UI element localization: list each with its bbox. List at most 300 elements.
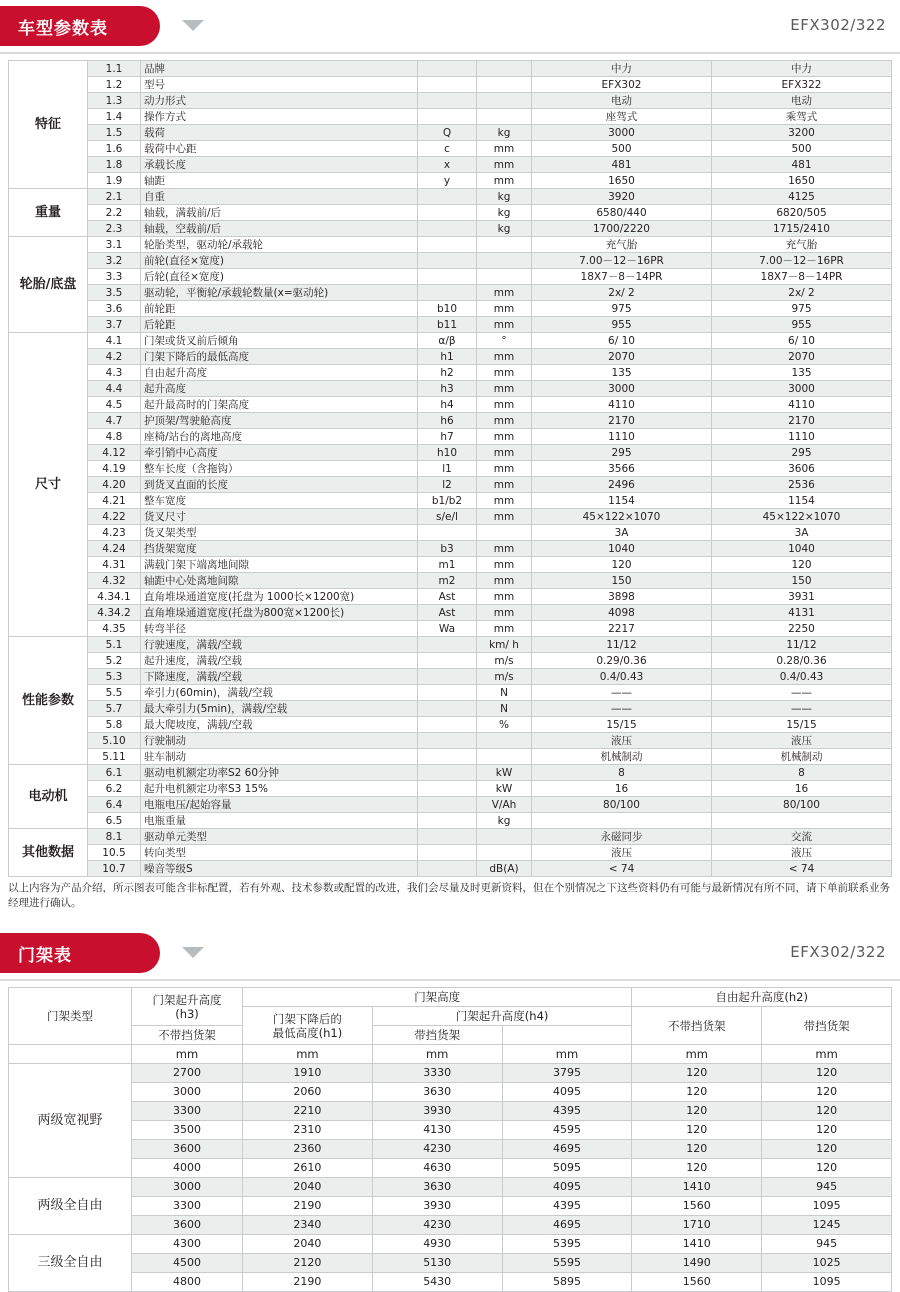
spec-row-unit: mm	[477, 397, 532, 413]
spec-row-symbol	[418, 749, 477, 765]
spec-row-description: 起升电机额定功率S3 15%	[141, 781, 418, 797]
spec-value-col2: 乘驾式	[712, 109, 892, 125]
table-row	[9, 861, 892, 877]
spec-value-col2: 交流	[712, 829, 892, 845]
spec-row-symbol: b11	[418, 317, 477, 333]
banner-divider	[0, 979, 900, 981]
spec-row-unit	[477, 525, 532, 541]
spec-row-unit: V/Ah	[477, 797, 532, 813]
spec-row-description: 整车长度（含拖钩）	[141, 461, 418, 477]
spec-row-description: 前轮(直径×宽度)	[141, 253, 418, 269]
spec-value-col1: 18X7－8－14PR	[532, 269, 712, 285]
mast-unit-h2a: mm	[632, 1045, 762, 1064]
spec-row-description: 起升最高时的门架高度	[141, 397, 418, 413]
spec-value-col1: 481	[532, 157, 712, 173]
spec-row-number: 4.31	[88, 557, 141, 573]
spec-value-col1: 3898	[532, 589, 712, 605]
spec-row-description: 电瓶电压/起始容量	[141, 797, 418, 813]
spec-value-col2: 15/15	[712, 717, 892, 733]
table-row	[9, 413, 892, 429]
mast-cell-h2-no-rack: 1410	[632, 1178, 762, 1197]
spec-row-unit: %	[477, 717, 532, 733]
mast-cell-h4-no-rack: 5130	[372, 1254, 502, 1273]
spec-row-number: 3.1	[88, 237, 141, 253]
spec-row-description: 护顶架/驾驶舱高度	[141, 413, 418, 429]
spec-row-symbol: l1	[418, 461, 477, 477]
spec-row-description: 前轮距	[141, 301, 418, 317]
spec-row-unit: mm	[477, 429, 532, 445]
mast-cell-h2-rack: 120	[762, 1102, 892, 1121]
mast-cell-h3: 3000	[132, 1178, 243, 1197]
spec-row-symbol	[418, 845, 477, 861]
table-row	[9, 797, 892, 813]
mast-cell-h2-no-rack: 120	[632, 1064, 762, 1083]
table-row	[9, 365, 892, 381]
spec-row-description: 驱动电机额定功率S2 60分钟	[141, 765, 418, 781]
spec-row-number: 10.7	[88, 861, 141, 877]
spec-value-col1: 1154	[532, 493, 712, 509]
spec-row-unit: mm	[477, 573, 532, 589]
spec-row-unit: mm	[477, 365, 532, 381]
mast-cell-h4-rack: 4695	[502, 1140, 632, 1159]
spec-row-description: 货叉架类型	[141, 525, 418, 541]
table-row	[9, 1197, 892, 1216]
mast-cell-h2-rack: 120	[762, 1083, 892, 1102]
spec-value-col1: 1650	[532, 173, 712, 189]
spec-row-symbol	[418, 221, 477, 237]
table-row	[9, 621, 892, 637]
spec-row-unit: mm	[477, 493, 532, 509]
mast-header-h2-group: 自由起升高度(h2)	[632, 988, 892, 1007]
spec-row-description: 最大爬坡度，满载/空载	[141, 717, 418, 733]
spec-row-number: 2.2	[88, 205, 141, 221]
spec-value-col1: 295	[532, 445, 712, 461]
spec-row-symbol	[418, 205, 477, 221]
spec-value-col2: 135	[712, 365, 892, 381]
spec-value-col1: 3566	[532, 461, 712, 477]
table-row	[9, 381, 892, 397]
spec-row-symbol: m1	[418, 557, 477, 573]
spec-row-symbol	[418, 653, 477, 669]
mast-header-h3-label: 门架起升高度	[152, 992, 222, 1007]
table-row	[9, 157, 892, 173]
spec-row-description: 轮胎类型，驱动轮/承载轮	[141, 237, 418, 253]
mast-group-label: 三级全自由	[9, 1235, 132, 1292]
chevron-down-icon	[182, 947, 204, 958]
spec-value-col2: 500	[712, 141, 892, 157]
spec-value-col2: 液压	[712, 733, 892, 749]
table-row	[9, 637, 892, 653]
spec-row-unit: kW	[477, 781, 532, 797]
spec-row-description: 轴距	[141, 173, 418, 189]
spec-row-description: 满载门架下端离地间隙	[141, 557, 418, 573]
mast-cell-h1: 1910	[243, 1064, 373, 1083]
spec-value-col2: 80/100	[712, 797, 892, 813]
spec-row-number: 4.4	[88, 381, 141, 397]
spec-row-description: 承载长度	[141, 157, 418, 173]
spec-row-number: 3.7	[88, 317, 141, 333]
spec-row-number: 2.1	[88, 189, 141, 205]
spec-row-number: 3.6	[88, 301, 141, 317]
mast-cell-h2-no-rack: 120	[632, 1140, 762, 1159]
table-row	[9, 557, 892, 573]
spec-row-number: 5.8	[88, 717, 141, 733]
spec-value-col1: 机械制动	[532, 749, 712, 765]
spec-value-col2: 1110	[712, 429, 892, 445]
spec-row-description: 行驶速度，满载/空载	[141, 637, 418, 653]
spec-row-description: 最大牵引力(5min)，满载/空载	[141, 701, 418, 717]
table-row	[9, 781, 892, 797]
spec-row-number: 4.20	[88, 477, 141, 493]
mast-cell-h4-no-rack: 3630	[372, 1083, 502, 1102]
spec-row-unit: dB(A)	[477, 861, 532, 877]
spec-row-symbol: Q	[418, 125, 477, 141]
spec-row-description: 电瓶重量	[141, 813, 418, 829]
spec-value-col2: 1650	[712, 173, 892, 189]
chevron-down-icon	[182, 20, 204, 31]
spec-value-col2: 11/12	[712, 637, 892, 653]
spec-row-unit: kg	[477, 813, 532, 829]
table-row	[9, 269, 892, 285]
spec-row-symbol: s/e/l	[418, 509, 477, 525]
spec-value-col1: 中力	[532, 61, 712, 77]
spec-value-col1: 6580/440	[532, 205, 712, 221]
mast-cell-h4-rack: 4395	[502, 1102, 632, 1121]
mast-cell-h4-rack: 4695	[502, 1216, 632, 1235]
spec-row-description: 行驶制动	[141, 733, 418, 749]
spec-value-col1: 11/12	[532, 637, 712, 653]
spec-row-unit: mm	[477, 621, 532, 637]
table-row	[9, 1216, 892, 1235]
table-row	[9, 749, 892, 765]
spec-row-number: 8.1	[88, 829, 141, 845]
spec-row-symbol	[418, 701, 477, 717]
spec-value-col2: 2170	[712, 413, 892, 429]
spec-row-symbol	[418, 237, 477, 253]
spec-group-label: 重量	[9, 189, 88, 237]
spec-row-symbol: l2	[418, 477, 477, 493]
spec-row-unit: mm	[477, 557, 532, 573]
mast-section-banner	[0, 933, 900, 981]
spec-row-symbol	[418, 269, 477, 285]
spec-row-number: 1.3	[88, 93, 141, 109]
spec-row-unit: mm	[477, 509, 532, 525]
spec-row-symbol	[418, 77, 477, 93]
table-row	[9, 333, 892, 349]
mast-cell-h4-rack: 5095	[502, 1159, 632, 1178]
spec-row-description: 自重	[141, 189, 418, 205]
spec-value-col1: 3000	[532, 125, 712, 141]
spec-row-symbol	[418, 637, 477, 653]
spec-value-col1: 975	[532, 301, 712, 317]
spec-value-col1: 3000	[532, 381, 712, 397]
spec-value-col2: 4110	[712, 397, 892, 413]
spec-row-unit	[477, 733, 532, 749]
spec-row-unit: mm	[477, 461, 532, 477]
spec-value-col1: 0.29/0.36	[532, 653, 712, 669]
spec-row-description: 门架或货叉前后倾角	[141, 333, 418, 349]
mast-cell-h4-no-rack: 3630	[372, 1178, 502, 1197]
table-row	[9, 717, 892, 733]
mast-cell-h4-no-rack: 4130	[372, 1121, 502, 1140]
spec-row-number: 10.5	[88, 845, 141, 861]
spec-value-col1: 2x/ 2	[532, 285, 712, 301]
spec-row-description: 型号	[141, 77, 418, 93]
mast-header-h1-line1: 门架下降后的	[272, 1011, 342, 1026]
spec-value-col2: 机械制动	[712, 749, 892, 765]
table-row	[9, 349, 892, 365]
spec-row-unit: mm	[477, 477, 532, 493]
spec-row-symbol	[418, 813, 477, 829]
mast-cell-h2-rack: 1095	[762, 1197, 892, 1216]
mast-header-h1	[243, 1007, 373, 1045]
table-row	[9, 525, 892, 541]
spec-value-col1: 4098	[532, 605, 712, 621]
table-row	[9, 1273, 892, 1292]
spec-row-symbol	[418, 797, 477, 813]
spec-group-label: 轮胎/底盘	[9, 237, 88, 333]
mast-cell-h3: 4800	[132, 1273, 243, 1292]
spec-value-col1: 1040	[532, 541, 712, 557]
mast-header-h2-no-rack: 不带挡货架	[632, 1007, 762, 1045]
spec-row-symbol	[418, 61, 477, 77]
spec-row-description: 载荷中心距	[141, 141, 418, 157]
spec-row-symbol: Wa	[418, 621, 477, 637]
table-row	[9, 125, 892, 141]
spec-value-col2: 16	[712, 781, 892, 797]
spec-row-description: 到货叉直面的长度	[141, 477, 418, 493]
mast-cell-h1: 2360	[243, 1140, 373, 1159]
spec-section-banner	[0, 6, 900, 54]
spec-row-unit: kW	[477, 765, 532, 781]
spec-row-description: 品牌	[141, 61, 418, 77]
spec-row-symbol	[418, 525, 477, 541]
mast-cell-h2-rack: 1025	[762, 1254, 892, 1273]
mast-unit-h4b: mm	[502, 1045, 632, 1064]
mast-cell-h2-rack: 945	[762, 1178, 892, 1197]
spec-row-number: 3.2	[88, 253, 141, 269]
spec-value-col2: 3931	[712, 589, 892, 605]
table-row	[9, 109, 892, 125]
spec-row-number: 1.6	[88, 141, 141, 157]
table-row	[9, 701, 892, 717]
spec-group-label: 性能参数	[9, 637, 88, 765]
mast-cell-h2-no-rack: 1560	[632, 1197, 762, 1216]
mast-cell-h1: 2120	[243, 1254, 373, 1273]
spec-row-number: 1.8	[88, 157, 141, 173]
spec-row-number: 5.7	[88, 701, 141, 717]
table-row	[9, 285, 892, 301]
spec-sheet-page	[0, 6, 900, 1292]
spec-footnote: 以上内容为产品介绍，所示图表可能含非标配置，若有外观、技术参数或配置的改进，我们会尽量及时更新资料，但在个别情况之下这些资料仍有可能与最新情况有所不同，请下单前联系业务经理进行确认。	[8, 882, 890, 909]
table-row	[9, 733, 892, 749]
spec-value-col1: < 74	[532, 861, 712, 877]
mast-unit-h3: mm	[132, 1045, 243, 1064]
spec-value-col1: 2170	[532, 413, 712, 429]
spec-row-symbol	[418, 253, 477, 269]
table-row	[9, 173, 892, 189]
spec-value-col1: ——	[532, 685, 712, 701]
spec-row-unit: °	[477, 333, 532, 349]
mast-section-title: 门架表	[0, 933, 160, 973]
mast-cell-h2-no-rack: 1410	[632, 1235, 762, 1254]
spec-value-col2: 120	[712, 557, 892, 573]
spec-value-col2: 2536	[712, 477, 892, 493]
spec-value-col2: 4125	[712, 189, 892, 205]
spec-row-symbol: b1/b2	[418, 493, 477, 509]
spec-row-unit: mm	[477, 317, 532, 333]
spec-value-col2: < 74	[712, 861, 892, 877]
spec-row-symbol: b10	[418, 301, 477, 317]
spec-value-col1: 2496	[532, 477, 712, 493]
mast-cell-h2-rack: 1245	[762, 1216, 892, 1235]
mast-cell-h2-rack: 120	[762, 1064, 892, 1083]
spec-row-unit: m/s	[477, 669, 532, 685]
table-row	[9, 653, 892, 669]
spec-row-number: 4.34.1	[88, 589, 141, 605]
spec-value-col2	[712, 813, 892, 829]
spec-value-col2: 液压	[712, 845, 892, 861]
spec-row-unit	[477, 109, 532, 125]
spec-value-col2: 电动	[712, 93, 892, 109]
spec-value-col1: 1110	[532, 429, 712, 445]
spec-row-description: 载荷	[141, 125, 418, 141]
mast-cell-h2-no-rack: 120	[632, 1159, 762, 1178]
spec-value-col2: 45×122×1070	[712, 509, 892, 525]
spec-row-number: 4.19	[88, 461, 141, 477]
spec-row-symbol: h4	[418, 397, 477, 413]
mast-cell-h4-rack: 4595	[502, 1121, 632, 1140]
spec-row-unit	[477, 253, 532, 269]
spec-value-col2: 6/ 10	[712, 333, 892, 349]
mast-cell-h3: 3300	[132, 1197, 243, 1216]
spec-row-description: 后轮距	[141, 317, 418, 333]
table-row	[9, 317, 892, 333]
spec-group-label: 电动机	[9, 765, 88, 829]
spec-row-number: 4.12	[88, 445, 141, 461]
table-row	[9, 253, 892, 269]
spec-row-symbol	[418, 285, 477, 301]
spec-row-symbol: m2	[418, 573, 477, 589]
spec-row-description: 直角堆垛通道宽度(托盘为 1000长×1200宽)	[141, 589, 418, 605]
spec-row-number: 2.3	[88, 221, 141, 237]
spec-value-col1: 1700/2220	[532, 221, 712, 237]
mast-cell-h2-no-rack: 120	[632, 1083, 762, 1102]
spec-row-number: 4.23	[88, 525, 141, 541]
spec-row-number: 4.5	[88, 397, 141, 413]
spec-row-unit	[477, 93, 532, 109]
mast-cell-h4-no-rack: 5430	[372, 1273, 502, 1292]
mast-cell-h4-rack: 5395	[502, 1235, 632, 1254]
spec-value-col2: 2x/ 2	[712, 285, 892, 301]
table-row	[9, 429, 892, 445]
mast-cell-h1: 2340	[243, 1216, 373, 1235]
spec-value-col2: 2070	[712, 349, 892, 365]
mast-cell-h4-no-rack: 4630	[372, 1159, 502, 1178]
spec-row-description: 转向类型	[141, 845, 418, 861]
spec-row-description: 自由起升高度	[141, 365, 418, 381]
mast-unit-h2b: mm	[762, 1045, 892, 1064]
mast-cell-h4-rack: 3795	[502, 1064, 632, 1083]
spec-row-number: 4.22	[88, 509, 141, 525]
spec-row-unit	[477, 829, 532, 845]
spec-row-description: 整车宽度	[141, 493, 418, 509]
spec-value-col1: 15/15	[532, 717, 712, 733]
table-row	[9, 813, 892, 829]
spec-row-unit: mm	[477, 381, 532, 397]
mast-cell-h1: 2310	[243, 1121, 373, 1140]
spec-row-symbol: h7	[418, 429, 477, 445]
spec-value-col1: ——	[532, 701, 712, 717]
mast-cell-h3: 2700	[132, 1064, 243, 1083]
table-row	[9, 1140, 892, 1159]
table-row	[9, 397, 892, 413]
mast-unit-h4a: mm	[372, 1045, 502, 1064]
spec-row-symbol	[418, 861, 477, 877]
spec-row-symbol: h10	[418, 445, 477, 461]
table-row	[9, 141, 892, 157]
spec-row-number: 5.10	[88, 733, 141, 749]
spec-row-symbol	[418, 109, 477, 125]
spec-row-description: 轴载，满载前/后	[141, 205, 418, 221]
spec-row-unit	[477, 269, 532, 285]
spec-value-col2: 295	[712, 445, 892, 461]
spec-group-label: 尺寸	[9, 333, 88, 637]
mast-header-h4-group: 门架起升高度(h4)	[372, 1007, 632, 1026]
spec-row-description: 直角堆垛通道宽度(托盘为800宽×1200长)	[141, 605, 418, 621]
spec-value-col2: 955	[712, 317, 892, 333]
banner-divider	[0, 52, 900, 54]
spec-row-number: 6.2	[88, 781, 141, 797]
spec-value-col2: 3000	[712, 381, 892, 397]
spec-value-col1: 座驾式	[532, 109, 712, 125]
mast-header-mast-height: 门架高度	[243, 988, 632, 1007]
spec-value-col1: 4110	[532, 397, 712, 413]
spec-row-number: 6.1	[88, 765, 141, 781]
spec-row-description: 后轮(直径×宽度)	[141, 269, 418, 285]
spec-row-symbol: α/β	[418, 333, 477, 349]
spec-row-unit: mm	[477, 141, 532, 157]
spec-value-col2: ——	[712, 701, 892, 717]
spec-value-col2: 1154	[712, 493, 892, 509]
spec-row-symbol: Ast	[418, 605, 477, 621]
table-row	[9, 93, 892, 109]
spec-row-description: 驱动单元类型	[141, 829, 418, 845]
spec-row-unit: kg	[477, 221, 532, 237]
table-row	[9, 605, 892, 621]
spec-value-col1: EFX302	[532, 77, 712, 93]
table-row	[9, 685, 892, 701]
mast-cell-h2-no-rack: 120	[632, 1102, 762, 1121]
spec-row-unit: N	[477, 701, 532, 717]
spec-row-symbol: h6	[418, 413, 477, 429]
spec-value-col2: ——	[712, 685, 892, 701]
mast-cell-h3: 4000	[132, 1159, 243, 1178]
mast-cell-h2-rack: 120	[762, 1121, 892, 1140]
mast-cell-h4-rack: 4395	[502, 1197, 632, 1216]
spec-row-symbol	[418, 829, 477, 845]
spec-row-number: 1.5	[88, 125, 141, 141]
table-row	[9, 589, 892, 605]
spec-row-number: 3.5	[88, 285, 141, 301]
mast-cell-h4-no-rack: 4230	[372, 1140, 502, 1159]
spec-row-description: 挡货架宽度	[141, 541, 418, 557]
spec-row-number: 1.1	[88, 61, 141, 77]
spec-value-col2: 0.4/0.43	[712, 669, 892, 685]
table-row	[9, 669, 892, 685]
mast-cell-h2-no-rack: 1560	[632, 1273, 762, 1292]
mast-table	[8, 987, 892, 1292]
